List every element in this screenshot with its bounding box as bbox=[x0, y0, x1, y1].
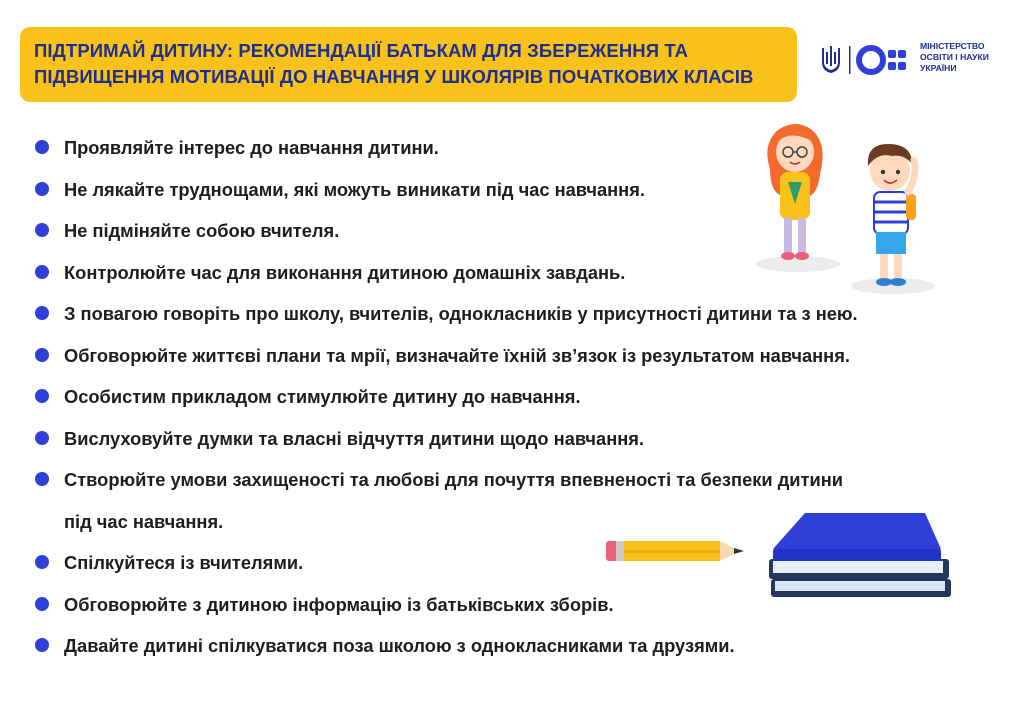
ministry-line-2: ОСВІТИ І НАУКИ bbox=[920, 52, 989, 62]
list-item-text: Створюйте умови захищеності та любові для почуття впевненості та безпеки дитини bbox=[64, 469, 844, 490]
ministry-name bbox=[920, 41, 989, 74]
bullet-icon bbox=[35, 472, 49, 486]
list-item-text: Обговорюйте життєві плани та мрії, визначайте їхній зв’язок із результатом навчання. bbox=[64, 344, 850, 366]
list-item-text: Особистим прикладом стимулюйте дитину до навчання. bbox=[64, 386, 581, 407]
list-item bbox=[34, 210, 858, 252]
list-item-text: під час навчання. bbox=[64, 510, 224, 532]
bullet-icon bbox=[35, 638, 49, 652]
list-item bbox=[34, 252, 858, 294]
list-item bbox=[34, 584, 858, 626]
list-item-text: Контролюйте час для виконання дитиною домашніх завдань. bbox=[64, 261, 626, 283]
list-item bbox=[34, 376, 858, 418]
recommendations-list bbox=[34, 127, 858, 667]
bullet-icon bbox=[35, 389, 49, 403]
list-item-text: Давайте дитині спілкуватися поза школою з однокласниками та друзями. bbox=[64, 635, 735, 656]
list-item bbox=[34, 625, 858, 667]
bullet-icon bbox=[35, 140, 49, 154]
bullet-icon bbox=[35, 431, 49, 445]
list-item bbox=[34, 418, 858, 460]
bullet-icon bbox=[35, 555, 49, 569]
bullet-icon bbox=[35, 223, 49, 237]
list-item-text: Не підміняйте собою вчителя. bbox=[64, 220, 340, 241]
bullet-icon bbox=[35, 597, 49, 611]
ministry-line-1: МІНІСТЕРСТВО bbox=[920, 41, 985, 51]
ministry-line-3: УКРАЇНИ bbox=[920, 63, 957, 73]
bullet-icon bbox=[35, 265, 49, 279]
list-item-text: Спілкуйтеся із вчителями. bbox=[64, 552, 304, 573]
list-item-text: Вислуховуйте думки та власні відчуття дитини щодо навчання. bbox=[64, 427, 645, 449]
list-item bbox=[34, 459, 858, 542]
list-item bbox=[34, 335, 858, 377]
bullet-icon bbox=[35, 306, 49, 320]
title-line-2: ПІДВИЩЕННЯ МОТИВАЦІЇ ДО НАВЧАННЯ У ШКОЛЯРІВ ПОЧАТКОВИХ КЛАСІВ bbox=[34, 66, 754, 87]
list-item-text: З повагою говоріть про школу, вчителів, однокласників у присутності дитини та з нею. bbox=[64, 303, 858, 324]
books-stack-icon bbox=[765, 505, 955, 605]
title-line-1: ПІДТРИМАЙ ДИТИНУ: РЕКОМЕНДАЦІЇ БАТЬКАМ ДЛЯ ЗБЕРЕЖЕННЯ ТА bbox=[34, 40, 689, 61]
list-item-text: Не лякайте труднощами, які можуть виникати під час навчання. bbox=[64, 178, 645, 200]
pencil-icon bbox=[604, 536, 748, 566]
bullet-icon bbox=[35, 182, 49, 196]
list-item bbox=[34, 127, 858, 169]
list-item bbox=[34, 293, 858, 335]
bullet-icon bbox=[35, 348, 49, 362]
children-illustration bbox=[748, 114, 938, 296]
list-item bbox=[34, 169, 858, 211]
boy-figure bbox=[868, 144, 916, 286]
list-item-text: Обговорюйте з дитиною інформацію із батьківських зборів. bbox=[64, 593, 614, 615]
trident-icon bbox=[822, 46, 840, 73]
list-item-text: Проявляйте інтерес до навчання дитини. bbox=[64, 137, 439, 158]
girl-figure bbox=[767, 124, 822, 260]
title-banner bbox=[20, 27, 797, 102]
